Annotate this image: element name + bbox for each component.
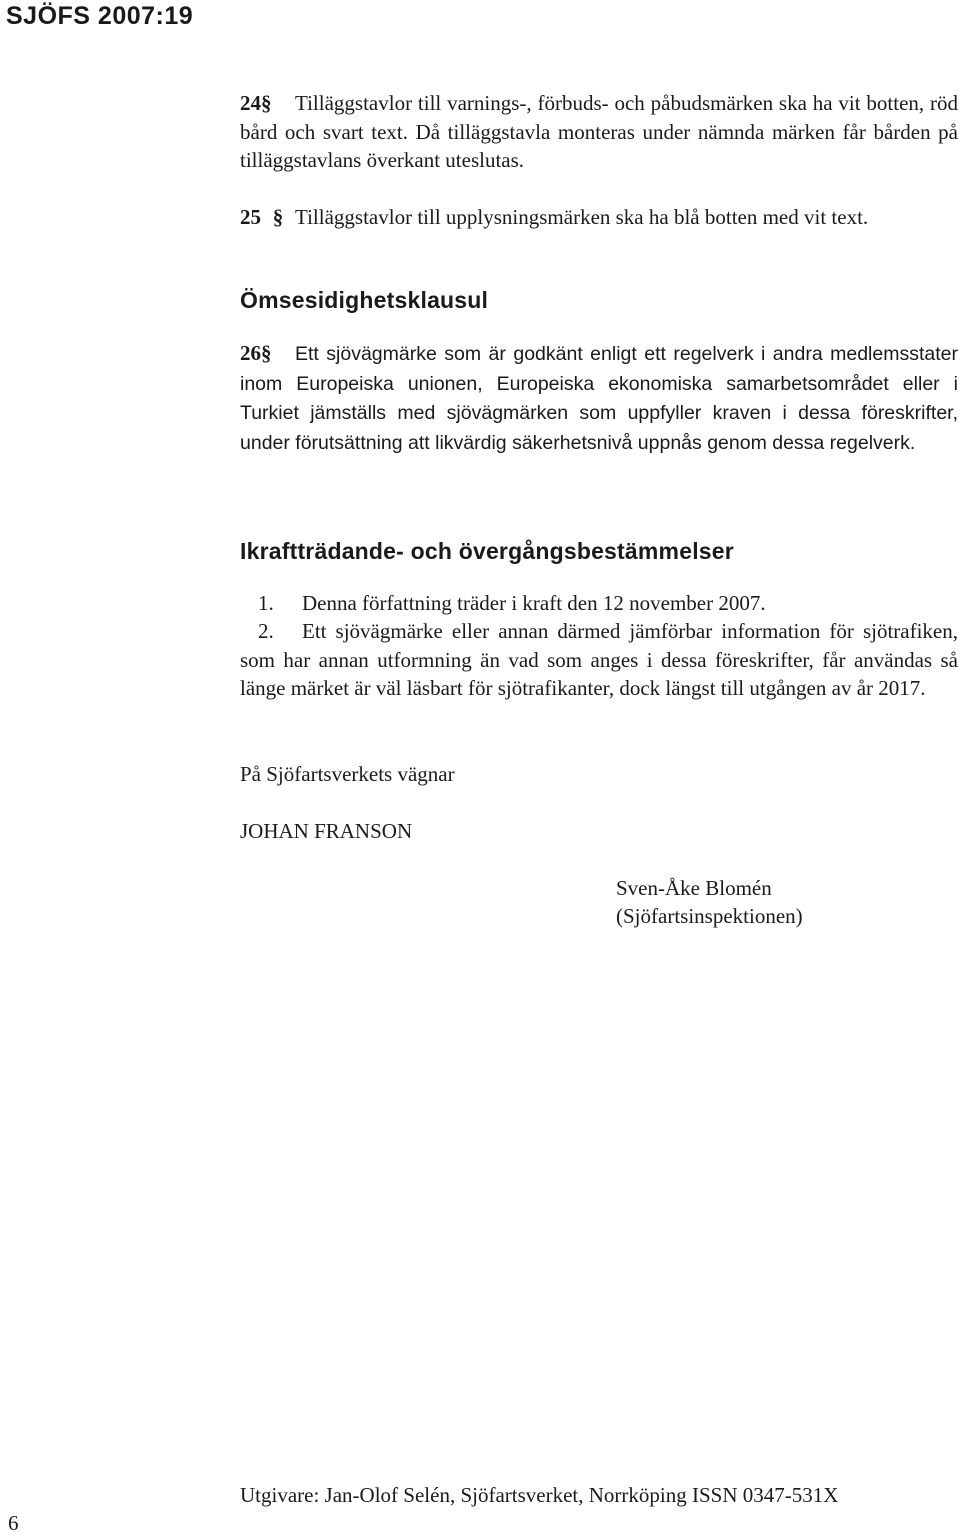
transitional-item-1 <box>240 589 958 618</box>
publisher-footer: Utgivare: Jan-Olof Selén, Sjöfartsverket, Norrköping ISSN 0347-531X <box>240 1483 839 1507</box>
cosignatory-name: Sven-Åke Blomén <box>616 876 772 900</box>
paragraph-number: 24 <box>240 91 261 115</box>
paragraph-24 <box>240 89 958 175</box>
transitional-item-2 <box>240 617 958 703</box>
paragraph-number: 26 <box>240 341 261 365</box>
item-number: 1. <box>258 591 274 615</box>
cosignatory-unit: (Sjöfartsinspektionen) <box>616 904 803 928</box>
signatory-name: JOHAN FRANSON <box>240 819 413 843</box>
paragraph-text: Ett sjövägmärke som är godkänt enligt ett regelverk i andra medlemsstater inom Europeiska unionen, Europeiska ekonomiska samarbetsområdet eller i Turkiet jämställs med sjövägmärken som uppfyller kraven i dessa föreskrifter, under förutsättning att likvärdig säkerhetsnivå uppnås genom dessa regelverk. <box>240 343 958 454</box>
heading-entry-into-force: Ikraftträdande- och övergångsbestämmelser <box>240 538 734 564</box>
paragraph-text: Tilläggstavlor till upplysningsmärken ska ha blå botten med vit text. <box>295 205 869 229</box>
paragraph-text: Tilläggstavlor till varnings-, förbuds- och påbudsmärken ska ha vit botten, röd bård och svart text. Då tilläggstavla monteras under nämnda märken får bården på tilläggstavlans överkant uteslutas. <box>240 91 958 172</box>
paragraph-number: 25 <box>240 205 261 229</box>
section-symbol: § <box>272 205 284 229</box>
publication-header: SJÖFS 2007:19 <box>6 2 194 30</box>
item-number: 2. <box>258 619 274 643</box>
section-symbol: § <box>261 341 272 365</box>
item-text: Ett sjövägmärke eller annan därmed jämförbar information för sjötrafiken, som har annan utformning än vad som anges i dessa föreskrifter, får användas så länge märket är väl läsbart för sjötrafikanter, dock längst till utgången av år 2017. <box>240 619 958 700</box>
item-text: Denna författning träder i kraft den 12 november 2007. <box>302 591 766 615</box>
paragraph-25 <box>240 203 958 232</box>
on-behalf-text: På Sjöfartsverkets vägnar <box>240 762 455 786</box>
paragraph-26 <box>240 339 958 457</box>
page-number: 6 <box>8 1511 19 1535</box>
heading-reciprocity: Ömsesidighetsklausul <box>240 287 489 313</box>
section-symbol: § <box>261 91 272 115</box>
